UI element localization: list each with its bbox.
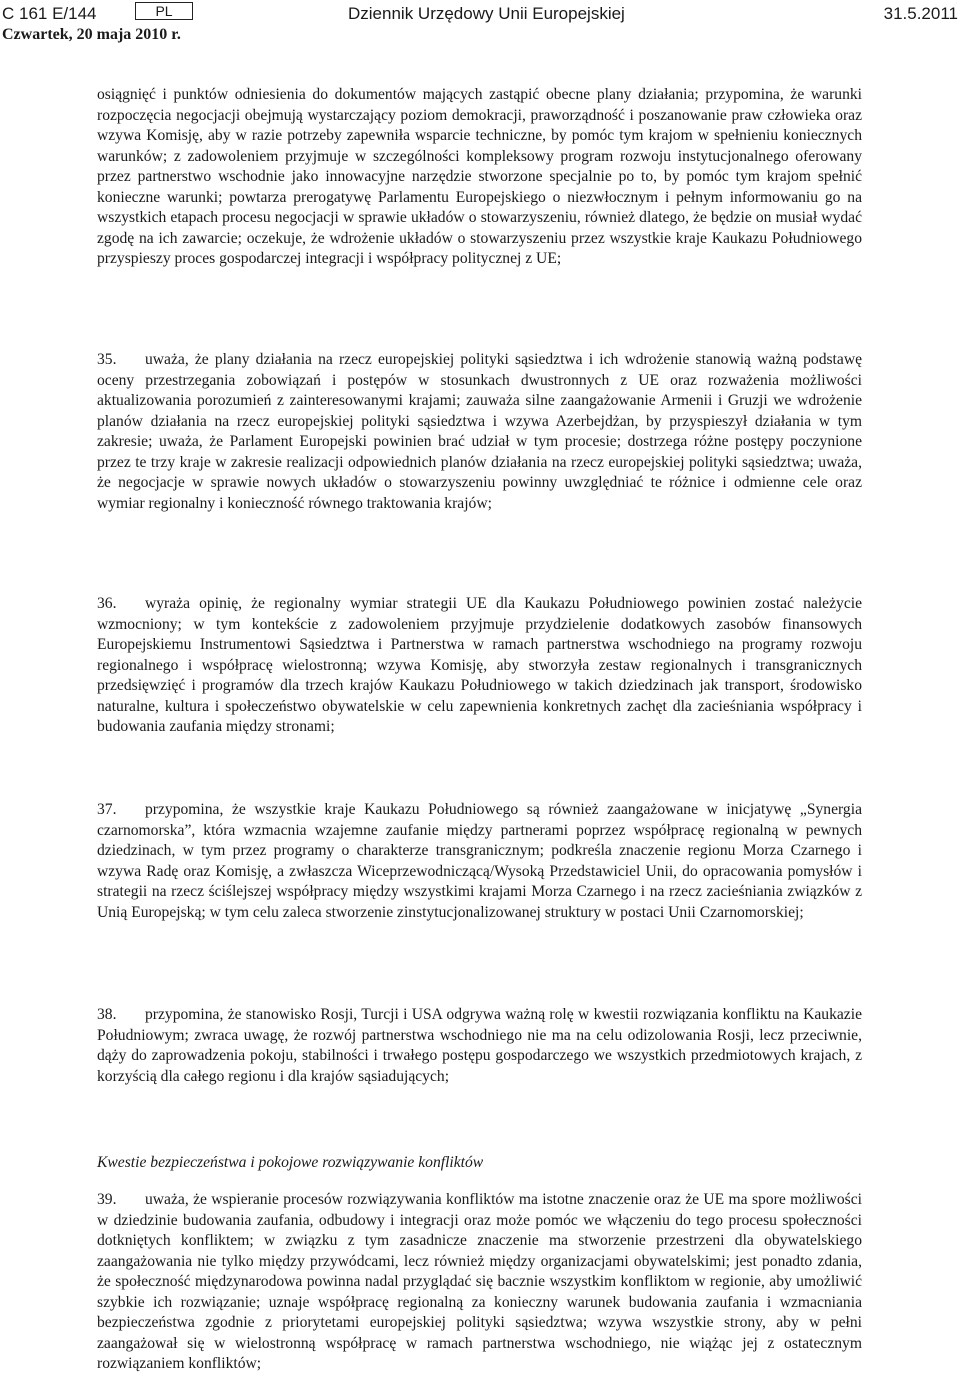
paragraph-number: 38. (97, 1006, 117, 1023)
journal-title: Dziennik Urzędowy Unii Europejskiej (348, 4, 625, 23)
paragraph-text: uważa, że wspieranie procesów rozwiązywania konfliktów ma istotne znaczenie oraz że UE ma spore możliwości w dziedzinie budowania zaufania, odbudowy i integracji oraz może pomóc we włączeniu do tego procesu społeczności dotkniętych konfliktem; w związku z tym zasadnicze znaczenie ma stworzenie przestrzeni dla obywatelskiego zaangażowania nie tylko między przywódcami, lecz również między organizacjami obywatelskimi; jest ponadto zdania, że społeczność międzynarodowa powinna nadal przyglądać się bacznie wszystkim konfliktom w regionie, aby umożliwić szybkie ich rozwiązanie; uznaje współpracę regionalną za konieczny warunek budowania zaufania i wzmacniania bezpieczeństwa zgodnie z priorytetami europejskiej polityki sąsiedztwa; wzywa wszystkie strony, aby w pełni zaangażował się w wielostronną współpracę w ramach partnerstwa wschodniego, nie wiążąc jej z ostatecznym rozwiązaniem konfliktów; (97, 1191, 862, 1372)
section-heading: Kwestie bezpieczeństwa i pokojowe rozwiązywanie konfliktów (97, 1154, 484, 1171)
paragraph-text: uważa, że plany działania na rzecz europejskiej polityki sąsiedztwa i ich wdrożenie stanowią ważną podstawę oceny przestrzegania zobowiązań i postępów w stosunkach dwustronnych z UE oraz rozważenia możliwości aktualizowania porozumień z zainteresowanymi krajami; zauważa silne zaangażowanie Armenii i Gruzji we wdrożenie planów działania na rzecz europejskiej polityki sąsiedztwa i wzywa Azerbejdżan, by przyspieszył działania w tym zakresie; uważa, że Parlament Europejski powinien brać udział w tym procesie; dostrzega różne postępy poczynione przez te trzy kraje w zakresie realizacji odpowiednich planów działania na rzecz europejskiej polityki sąsiedztwa; uważa, że negocjacje w sprawie nowych układów o stowarzyszeniu powinny uwzględniać te różnice i odmienne cele oraz wymiar regionalny i konieczność równego traktowania krajów; (97, 351, 862, 512)
paragraph-number: 36. (97, 595, 117, 612)
paragraph-text: osiągnięć i punktów odniesienia do dokumentów mających zastąpić obecne plany działania; przypomina, że warunki rozpoczęcia negocjacji obejmują wystarczający poziom demokracji, praworządność i poszanowanie praw człowieka oraz wzywa Komisję, aby w razie potrzeby zapewniła wsparcie techniczne, by pomóc tym krajom w spełnieniu koniecznych warunków; z zadowoleniem przyjmuje w szczególności kompleksowy program rozwoju instytucjonalnego oferowany przez partnerstwo wschodnie jako innowacyjne narzędzie stworzone specjalnie po to, by pomóc tym krajom spełnić konieczne warunki; powtarza prerogatywę Parlamentu Europejskiego o niezwłocznym i pełnym informowaniu go na wszystkich etapach procesu negocjacji w sprawie układów o stowarzyszeniu, również dlatego, że będzie on musiał wydać zgodę na ich zawarcie; oczekuje, że wdrożenie układów o stowarzyszeniu przez wszystkie kraje Kaukazu Południowego przyspieszy proces gospodarczej integracji i współpracy politycznej z UE; (97, 86, 862, 267)
paragraph-number: 37. (97, 801, 117, 818)
paragraph-number: 35. (97, 351, 117, 368)
paragraph-36 (97, 594, 862, 738)
paragraph-continuation (97, 85, 862, 270)
paragraph-text: przypomina, że stanowisko Rosji, Turcji i USA odgrywa ważną rolę w kwestii rozwiązania konfliktu na Kaukazie Południowym; zwraca uwagę, że rozwój partnerstwa wschodniego nie ma na celu odizolowania Rosji, lecz przeciwnie, dąży do zaprowadzenia pokoju, stabilności i trwałego postępu gospodarczego we wszystkich przedmiotowych krajach, z korzyścią dla całego regionu i dla krajów sąsiadujących; (97, 1006, 862, 1085)
session-date: Czwartek, 20 maja 2010 r. (2, 26, 181, 43)
paragraph-text: przypomina, że wszystkie kraje Kaukazu Południowego są również zaangażowane w inicjatywę „Synergia czarnomorska”, która wzmacnia wzajemne zaufanie między partnerami poprzez współpracę regionalną w pewnych dziedzinach, w tym przez programy o charakterze transgranicznym; podkreśla znaczenie regionu Morza Czarnego i wzywa Radę oraz Komisję, a zwłaszcza Wiceprzewodniczącą/Wysoką Przedstawiciel Unii, do opracowania pomysłów i strategii na rzecz ściślejszej współpracy między wszystkimi krajami Morza Czarnego i na rzecz zacieśniania związków z Unią Europejską; w tym celu zaleca stworzenie zinstytucjonalizowanej struktury w postaci Unii Czarnomorskiej; (97, 801, 862, 921)
journal-issue-code: C 161 E/144 (2, 4, 97, 23)
paragraph-39 (97, 1190, 862, 1375)
paragraph-35 (97, 350, 862, 514)
paragraph-number: 39. (97, 1191, 117, 1208)
paragraph-37 (97, 800, 862, 923)
page-header (0, 2, 960, 26)
paragraph-text: wyraża opinię, że regionalny wymiar strategii UE dla Kaukazu Południowego powinien zostać należycie wzmocniony; w tym kontekście z zadowoleniem przyjmuje przydzielenie dodatkowych zasobów finansowych Europejskiemu Instrumentowi Sąsiedztwa i Partnerstwa w ramach partnerstwa wschodniego na programy rozwoju regionalnego i współpracę wielostronną; wzywa Komisję, aby stworzyła zestaw regionalnych i transgranicznych przedsięwzięć i programów dla trzech krajów Kaukazu Południowego w takich dziedzinach jak transport, środowisko naturalne, kultura i społeczeństwo obywatelskie w celu zapewnienia konkretnych zachęt dla zacieśniania współpracy i budowania zaufania między stronami; (97, 595, 862, 735)
publication-date: 31.5.2011 (883, 4, 958, 23)
paragraph-38 (97, 1005, 862, 1087)
language-badge: PL (135, 2, 193, 20)
